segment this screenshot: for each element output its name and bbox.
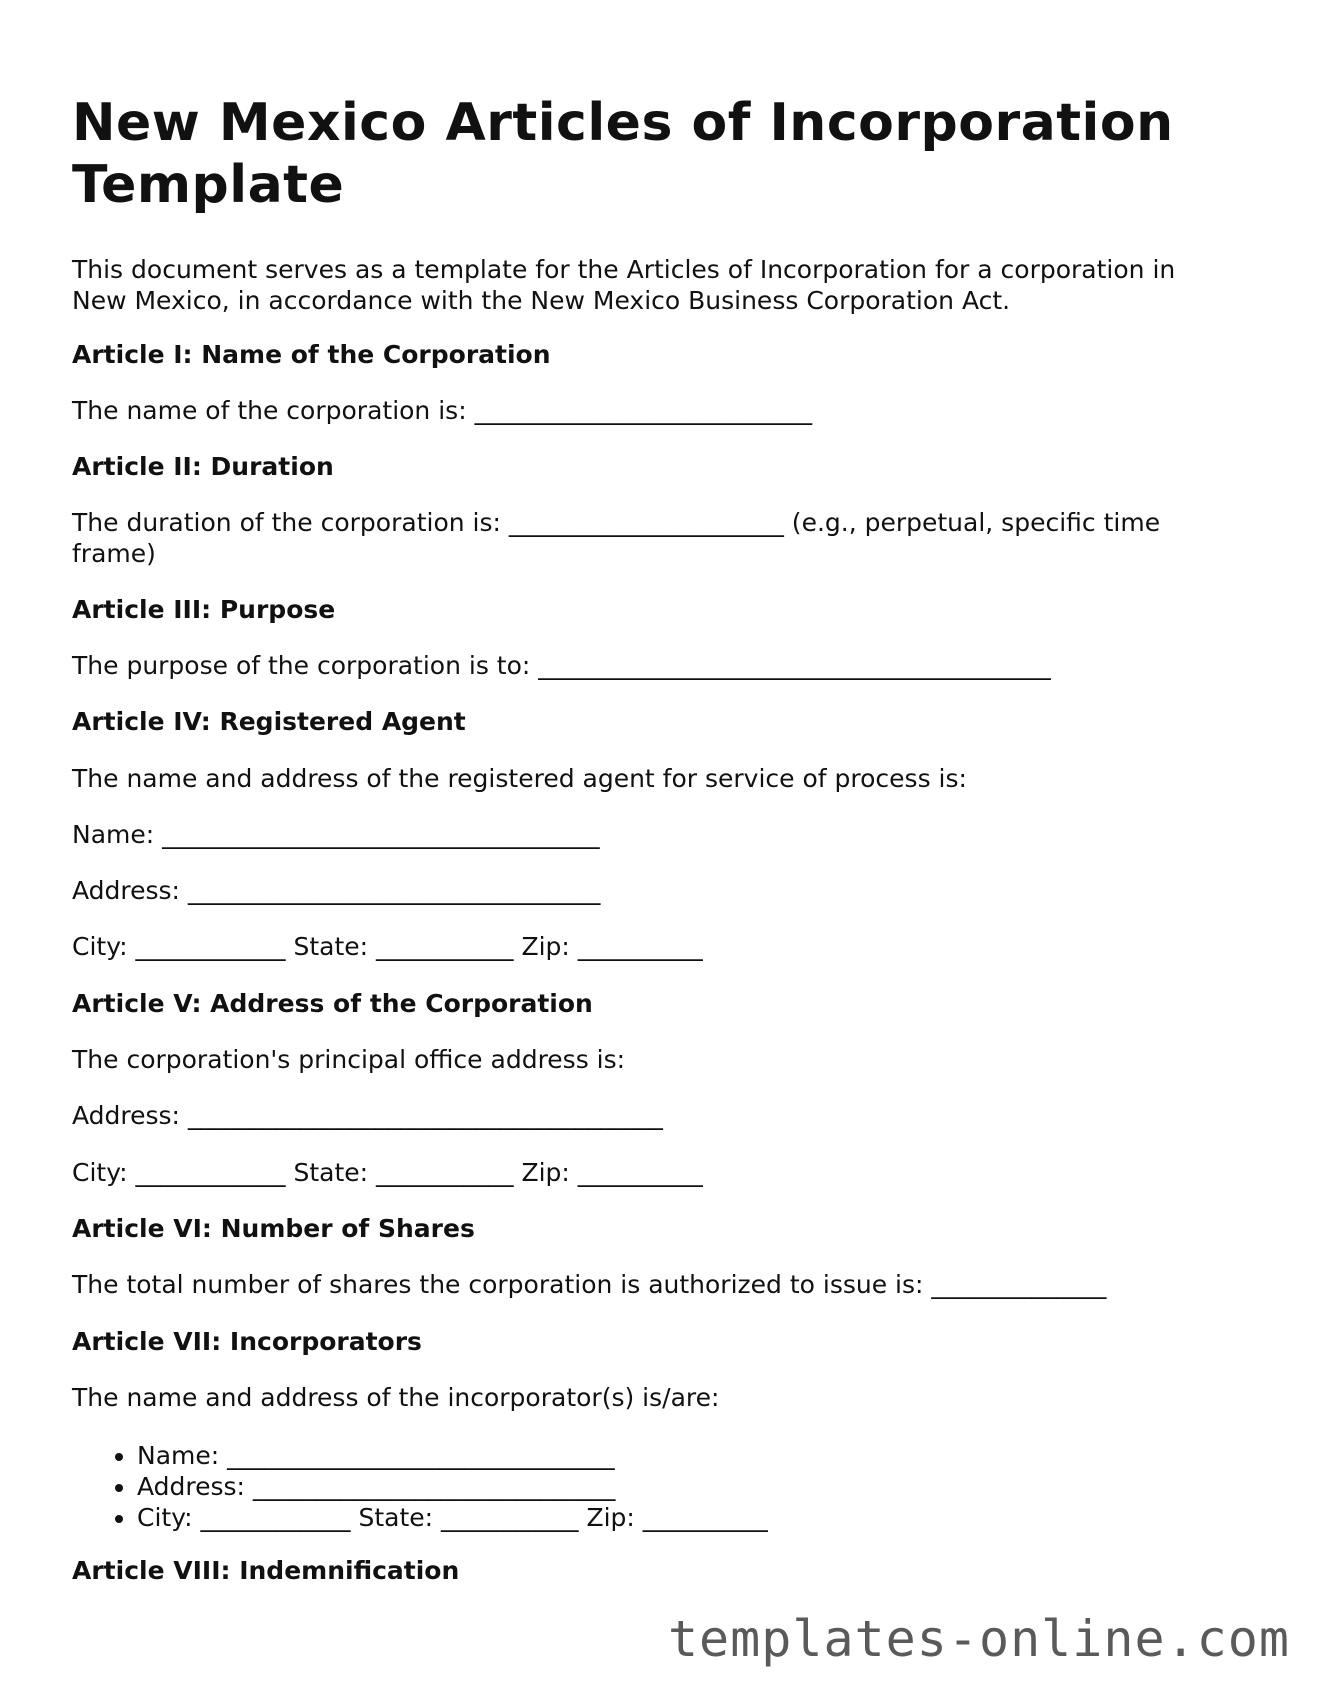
- incorporator-city-state-zip-field: • City: ____________ State: ___________ Zip: __________: [137, 1502, 768, 1533]
- intro-paragraph: This document serves as a template for the Articles of Incorporation for a corporation in New Mexico, in accordance with the New Mexico Business Corporation Act.: [72, 255, 1176, 315]
- article-1-heading: Article I: Name of the Corporation: [72, 340, 551, 369]
- document-title: New Mexico Articles of Incorporation Template: [72, 93, 1174, 215]
- article-4-text: The name and address of the registered agent for service of process is:: [72, 764, 967, 793]
- agent-name-field: Name: ___________________________________: [72, 820, 600, 849]
- article-6-heading: Article VI: Number of Shares: [72, 1214, 475, 1243]
- article-8-heading: Article VIII: Indemnification: [72, 1556, 460, 1585]
- agent-city-state-zip-field: City: ____________ State: ___________ Zip: __________: [72, 932, 703, 961]
- agent-address-field: Address: _________________________________: [72, 876, 601, 905]
- article-3-text: The purpose of the corporation is to: _________________________________________: [72, 651, 1051, 680]
- corp-address-field: Address: ______________________________________: [72, 1101, 663, 1130]
- article-5-text: The corporation's principal office address is:: [72, 1045, 626, 1074]
- article-4-heading: Article IV: Registered Agent: [72, 707, 466, 736]
- article-5-heading: Article V: Address of the Corporation: [72, 989, 593, 1018]
- article-1-text: The name of the corporation is: ___________________________: [72, 396, 813, 425]
- article-7-text: The name and address of the incorporator(s) is/are:: [72, 1383, 720, 1412]
- corp-city-state-zip-field: City: ____________ State: ___________ Zip: __________: [72, 1158, 703, 1187]
- article-2-heading: Article II: Duration: [72, 452, 334, 481]
- incorporator-address-field: • Address: _____________________________: [137, 1471, 768, 1502]
- incorporator-list: [72, 1440, 768, 1533]
- incorporator-name-field: • Name: _______________________________: [137, 1440, 768, 1471]
- article-3-heading: Article III: Purpose: [72, 595, 336, 624]
- article-6-text: The total number of shares the corporation is authorized to issue is: ______________: [72, 1270, 1107, 1299]
- article-7-heading: Article VII: Incorporators: [72, 1327, 422, 1356]
- article-2-text: The duration of the corporation is: ______________________ (e.g., perpetual, specific time frame): [72, 508, 1161, 568]
- watermark: templates-online.com: [667, 1610, 1290, 1668]
